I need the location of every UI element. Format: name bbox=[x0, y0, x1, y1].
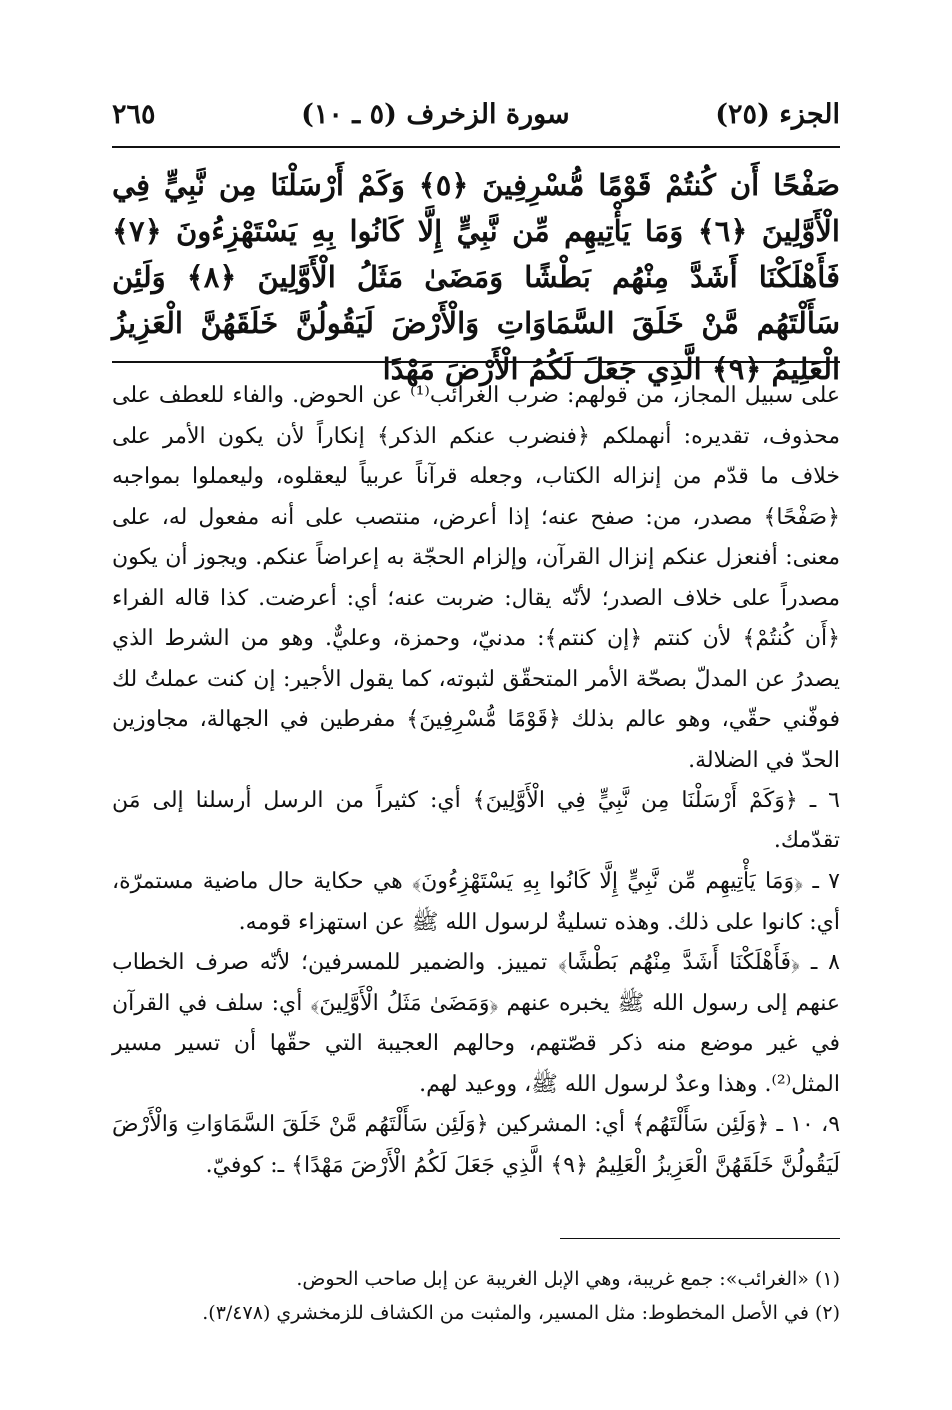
commentary-text bbox=[112, 376, 840, 1216]
header-divider bbox=[112, 146, 840, 148]
commentary-paragraph: ٧ ـ ﴿وَمَا يَأْتِيهِم مِّن نَّبِيٍّ إِلَّا كَانُوا بِهِ يَسْتَهْزِءُونَ﴾ هي حكاية حال ماضية مستمرّة، أي: كانوا على ذلك. وهذه تسليةٌ لرسول الله ﷺ عن استهزاء قومه. bbox=[112, 869, 840, 935]
juz-label: الجزء (٢٥) bbox=[715, 98, 840, 130]
quran-verses: صَفْحًا أَن كُنتُمْ قَوْمًا مُّسْرِفِينَ ﴿٥﴾ وَكَمْ أَرْسَلْنَا مِن نَّبِيٍّ فِي الْأَوَّلِينَ ﴿٦﴾ وَمَا يَأْتِيهِم مِّن نَّبِيٍّ إِلَّا كَانُوا بِهِ يَسْتَهْزِءُونَ ﴿٧﴾ فَأَهْلَكْنَا أَشَدَّ مِنْهُم بَطْشًا وَمَضَىٰ مَثَلُ الْأَوَّلِينَ ﴿٨﴾ وَلَئِن سَأَلْتَهُم مَّنْ خَلَقَ السَّمَاوَاتِ وَالْأَرْضَ لَيَقُولُنَّ خَلَقَهُنَّ الْعَزِيزُ الْعَلِيمُ ﴿٩﴾ الَّذِي جَعَلَ لَكُمُ الْأَرْضَ مَهْدًا bbox=[112, 168, 840, 386]
commentary-paragraph: ٦ ـ ﴿وَكَمْ أَرْسَلْنَا مِن نَّبِيٍّ فِي الْأَوَّلِينَ﴾ أي: كثيراً من الرسل أرسلنا إلى مَن تقدّمك. bbox=[112, 788, 840, 853]
footnotes bbox=[112, 1262, 840, 1330]
footnote: (٢) في الأصل المخطوط: مثل المسير، والمثبت من الكشاف للزمخشري (٣/٤٧٨). bbox=[202, 1302, 840, 1324]
page-number: ٢٦٥ bbox=[112, 98, 156, 130]
surah-title: سورة الزخرف (٥ ـ ١٠) bbox=[301, 98, 570, 130]
footnote-divider bbox=[560, 1238, 840, 1239]
verses-divider bbox=[112, 361, 840, 363]
commentary-paragraph: ٨ ـ ﴿فَأَهْلَكْنَا أَشَدَّ مِنْهُم بَطْشًا﴾ تمييز. والضمير للمسرفين؛ لأنّه صرف الخطاب عنهم إلى رسول الله ﷺ يخبره عنهم ﴿وَمَضَىٰ مَثَلُ الْأَوَّلِينَ﴾ أي: سلف في القرآن في غير موضع منه ذكر قصّتهم، وحالهم العجيبة التي حقّها أن تسير مسير المثل⁽²⁾. وهذا وعدٌ لرسول الله ﷺ، ووعيد لهم. bbox=[112, 950, 840, 1097]
commentary-paragraph: على سبيل المجاز، من قولهم: ضرب الغرائب⁽¹⁾ عن الحوض. والفاء للعطف على محذوف، تقديره: أنهملكم ﴿فنضرب عنكم الذكر﴾ إنكاراً لأن يكون الأمر على خلاف ما قدّم من إنزاله الكتاب، وجعله قرآناً عربياً ليعقلوه، وليعملوا بمواجبه ﴿صَفْحًا﴾ مصدر، من: صفح عنه؛ إذا أعرض، منتصب على أنه مفعول له، على معنى: أفنعزل عنكم إنزال القرآن، وإلزام الحجّة به إعراضاً عنكم. ويجوز أن يكون مصدراً على خلاف الصدر؛ لأنّه يقال: ضربت عنه؛ أي: أعرضت. كذا قاله الفراء ﴿أَن كُنتُمْ﴾ لأن كنتم ﴿إن كنتم﴾: مدنيّ، وحمزة، وعليٌّ. وهو من الشرط الذي يصدرُ عن المدلّ بصحّة الأمر المتحقّق لثبوته، كما يقول الأجير: إن كنت عملتُ لك فوفّني حقّي، وهو عالم بذلك ﴿قَوْمًا مُّسْرِفِينَ﴾ مفرطين في الجهالة، مجاوزين الحدّ في الضلالة. bbox=[112, 383, 841, 773]
page-header bbox=[112, 92, 840, 136]
footnote: (١) «الغرائب»: جمع غريبة، وهي الإبل الغريبة عن إبل صاحب الحوض. bbox=[296, 1268, 840, 1290]
commentary-paragraph: ٩، ١٠ ـ ﴿وَلَئِن سَأَلْتَهُم﴾ أي: المشركين ﴿وَلَئِن سَأَلْتَهُم مَّنْ خَلَقَ السَّمَاوَاتِ وَالْأَرْضَ لَيَقُولُنَّ خَلَقَهُنَّ الْعَزِيزُ الْعَلِيمُ ﴿٩﴾ الَّذِي جَعَلَ لَكُمُ الْأَرْضَ مَهْدًا﴾ ـ: كوفيّ. bbox=[112, 1112, 841, 1178]
